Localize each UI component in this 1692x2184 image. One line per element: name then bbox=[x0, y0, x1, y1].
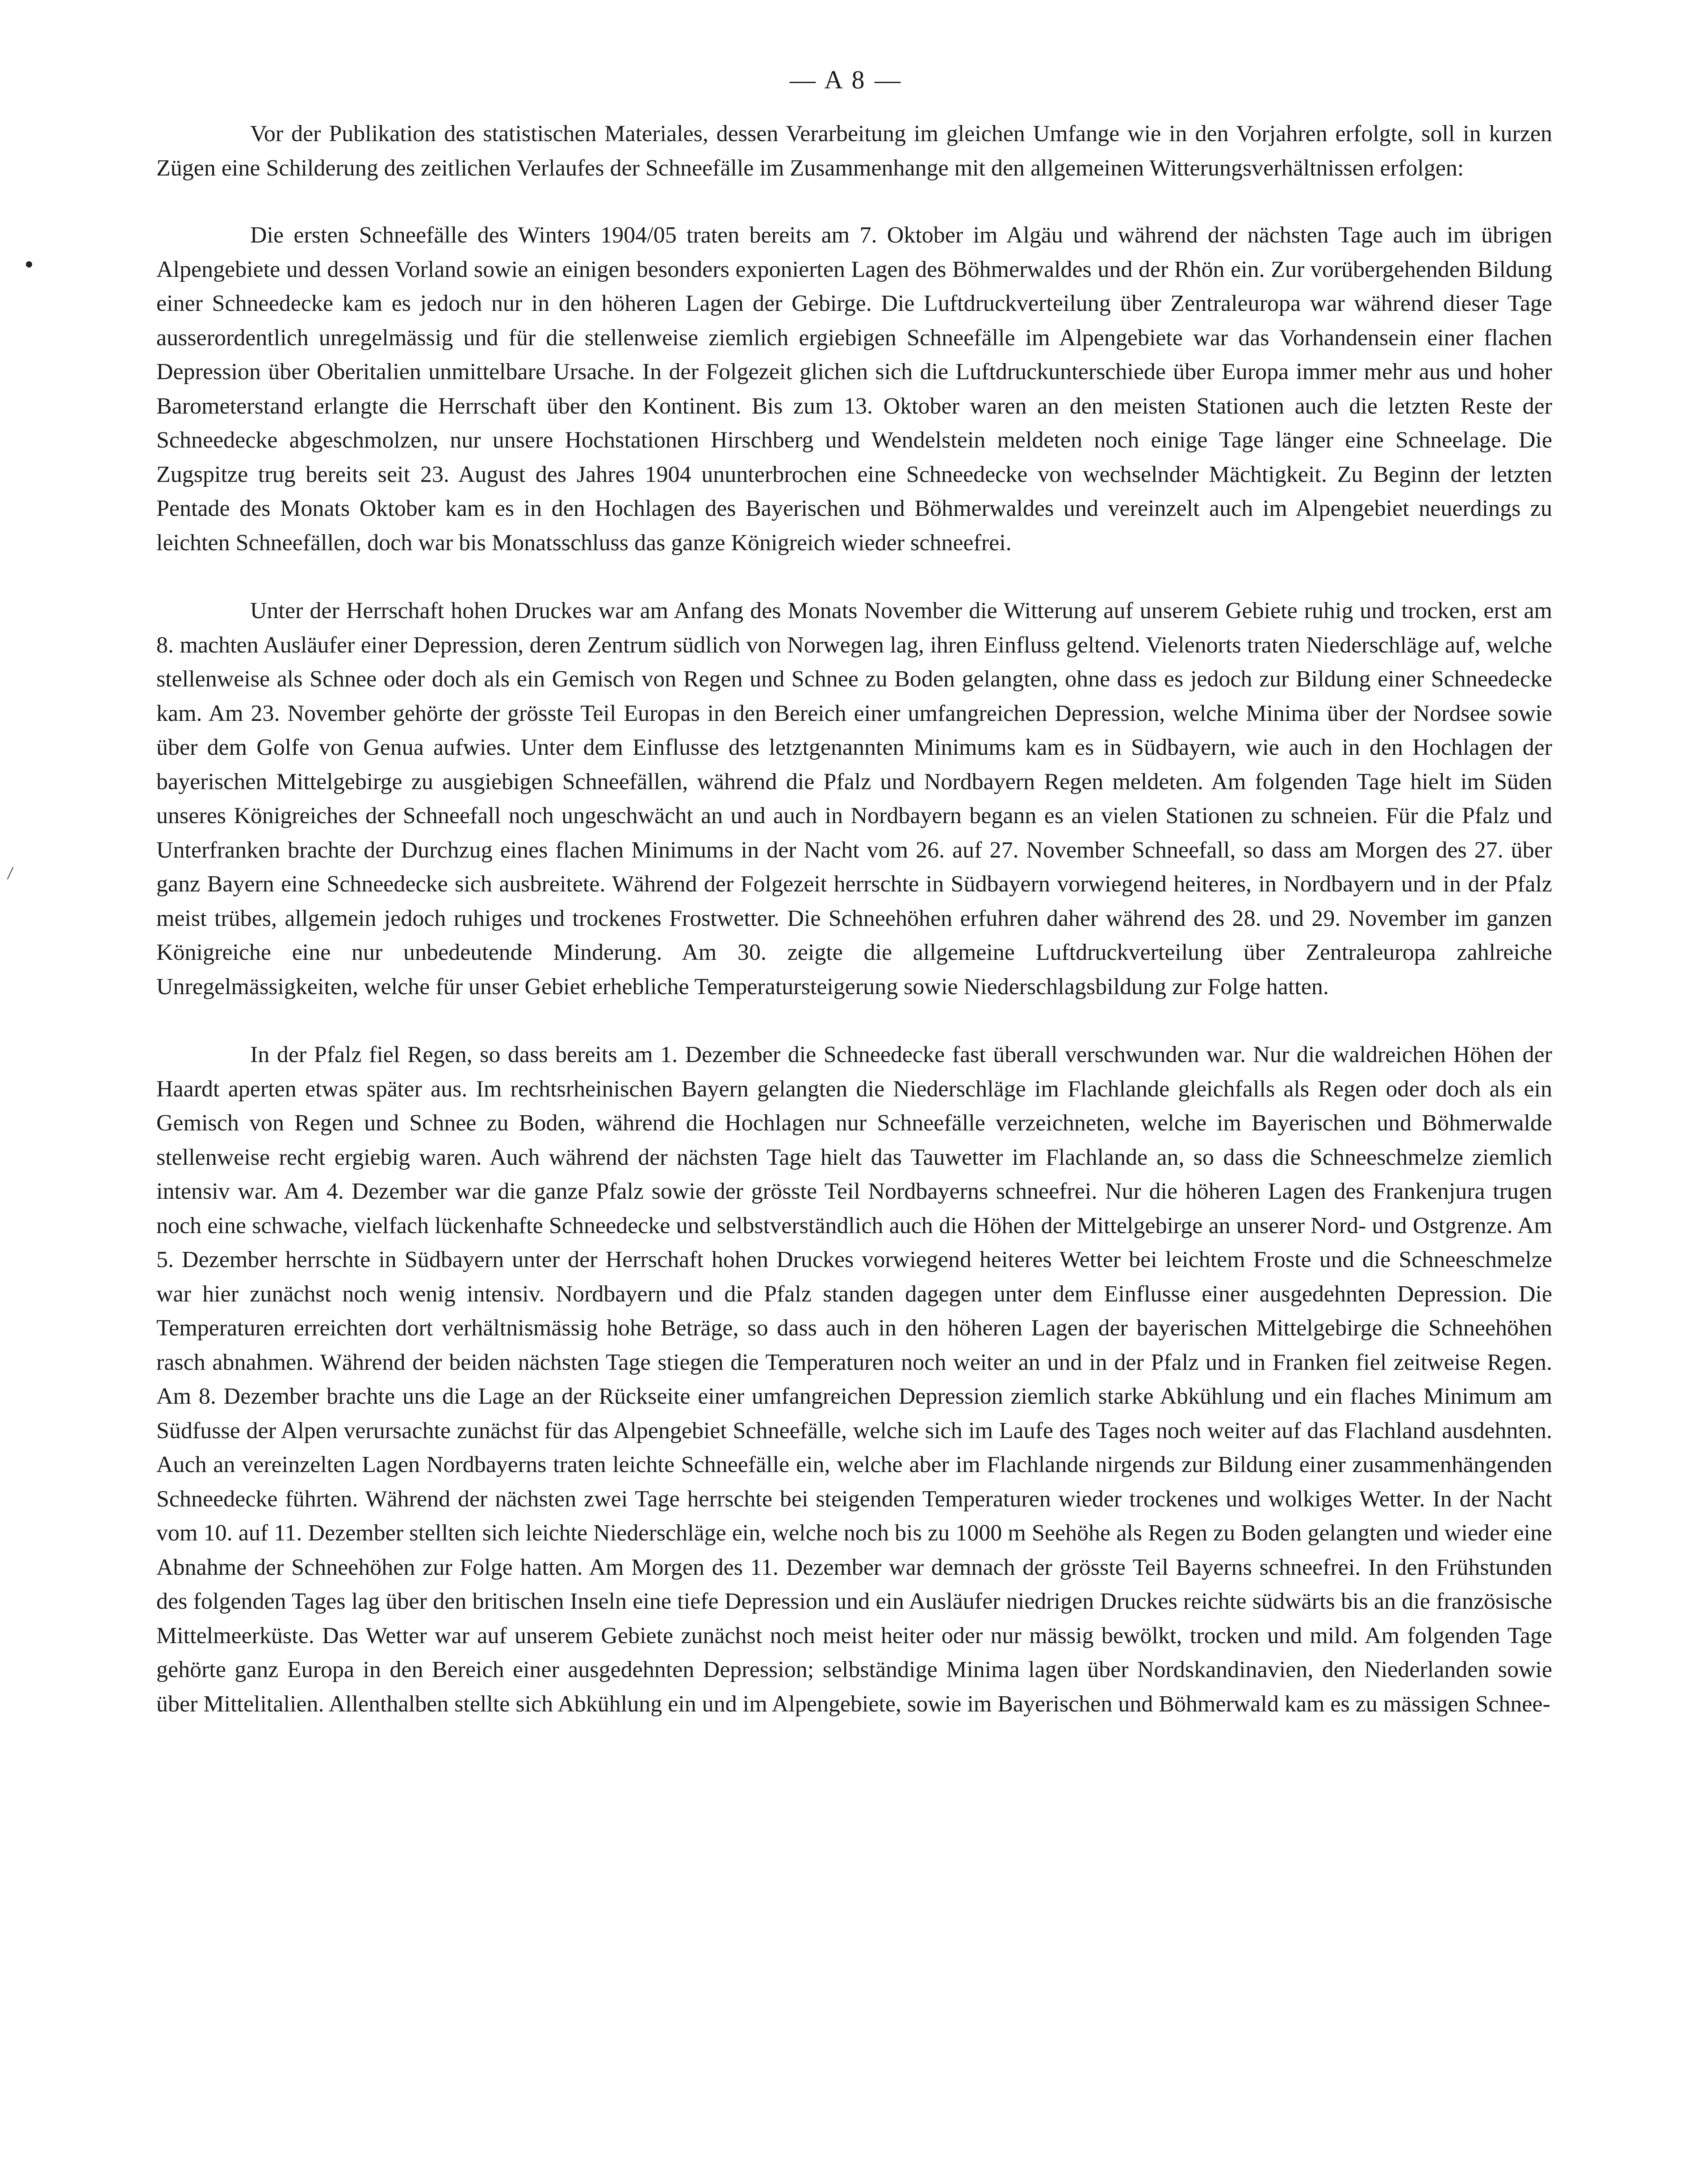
margin-tick bbox=[7, 867, 13, 879]
paragraph-intro: Vor der Publikation des statistischen Materiales, dessen Verarbeitung im gleichen Umfange wie in den Vorjahren erfolgte, soll in kurzen Zügen eine Schilderung des zeitlichen Verlaufes der Schneefälle im Zusammenhange mit den allgemeinen Witterungsverhältnissen erfolgen: bbox=[156, 121, 1552, 181]
page-number-header: — A 8 — bbox=[790, 65, 902, 94]
paragraph-october: Die ersten Schneefälle des Winters 1904/05 traten bereits am 7. Oktober im Algäu und während der nächsten Tage auch im übrigen Alpengebiete und dessen Vorland sowie an einigen besonders exponierten Lagen des Böhmerwaldes und der Rhön ein. Zur vorübergehenden Bildung einer Schneedecke kam es jedoch nur in den höheren Lagen der Gebirge. Die Luftdruckverteilung über Zentraleuropa war während dieser Tage ausserordentlich unregelmässig und für die stellenweise ziemlich ergiebigen Schneefälle im Alpengebiete war das Vorhandensein einer flachen Depression über Oberitalien unmittelbare Ursache. In der Folgezeit glichen sich die Luftdruckunterschiede über Europa immer mehr aus und hoher Barometerstand erlangte die Herrschaft über den Kontinent. Bis zum 13. Oktober waren an den meisten Stationen auch die letzten Reste der Schneedecke abgeschmolzen, nur unsere Hochstationen Hirschberg und Wendelstein meldeten noch einige Tage länger eine Schneelage. Die Zugspitze trug bereits seit 23. August des Jahres 1904 ununterbrochen eine Schneedecke von wechselnder Mächtigkeit. Zu Beginn der letzten Pentade des Monats Oktober kam es in den Hochlagen des Bayerischen und Böhmerwaldes und vereinzelt auch im Alpengebiet neuerdings zu leichten Schneefällen, doch war bis Monatsschluss das ganze Königreich wieder schneefrei. bbox=[156, 222, 1552, 556]
paragraph-december: In der Pfalz fiel Regen, so dass bereits am 1. Dezember die Schneedecke fast überall verschwunden war. Nur die waldreichen Höhen der Haardt aperten etwas später aus. Im rechtsrheinischen Bayern gelangten die Niederschläge im Flachlande gleichfalls als Regen oder doch als ein Gemisch von Regen und Schnee zu Boden, während die Hochlagen nur Schneefälle verzeichneten, welche im Bayerischen und Böhmerwalde stellenweise recht ergiebig waren. Auch während der nächsten Tage hielt das Tauwetter im Flachlande an, so dass die Schneeschmelze ziemlich intensiv war. Am 4. Dezember war die ganze Pfalz sowie der grösste Teil Nordbayerns schneefrei. Nur die höheren Lagen des Frankenjura trugen noch eine schwache, vielfach lückenhafte Schneedecke und selbstverständlich auch die Höhen der Mittelgebirge an unserer Nord- und Ostgrenze. Am 5. Dezember herrschte in Südbayern unter der Herrschaft hohen Druckes vorwiegend heiteres Wetter bei leichtem Froste und die Schneeschmelze war hier zunächst noch wenig intensiv. Nordbayern und die Pfalz standen dagegen unter dem Einflusse einer ausgedehnten Depression. Die Temperaturen erreichten dort verhältnismässig hohe Beträge, so dass auch in den höheren Lagen der bayerischen Mittelgebirge die Schneehöhen rasch abnahmen. Während der beiden nächsten Tage stiegen die Temperaturen noch weiter an und in der Pfalz und in Franken fiel zeitweise Regen. Am 8. Dezember brachte uns die Lage an der Rückseite einer umfangreichen Depression ziemlich starke Abkühlung und ein flaches Minimum am Südfusse der Alpen verursachte zunächst für das Alpengebiet Schneefälle, welche sich im Laufe des Tages noch weiter auf das Flachland ausdehnten. Auch an vereinzelten Lagen Nordbayerns traten leichte Schneefälle ein, welche aber im Flachlande nirgends zur Bildung einer zusammenhängenden Schneedecke führten. Während der nächsten zwei Tage herrschte bei steigenden Temperaturen wieder trockenes und wolkiges Wetter. In der Nacht vom 10. auf 11. Dezember stellten sich leichte Niederschläge ein, welche noch bis zu 1000 m Seehöhe als Regen zu Boden gelangten und wieder eine Abnahme der Schneehöhen zur Folge hatten. Am Morgen des 11. Dezember war demnach der grösste Teil Bayerns schneefrei. In den Frühstunden des folgenden Tages lag über den britischen Inseln eine tiefe Depression und ein Ausläufer niedrigen Druckes reichte südwärts bis an die französische Mittelmeerküste. Das Wetter war auf unserem Gebiete zunächst noch meist heiter oder nur mässig bewölkt, trocken und mild. Am folgenden Tage gehörte ganz Europa in den Bereich einer ausgedehnten Depression; selbständige Minima lagen über Nordskandinavien, den Niederlanden sowie über Mittelitalien. Allenthalben stellte sich Abkühlung ein und im Alpengebiete, sowie im Bayerischen und Böhmerwald kam es zu mässigen Schnee- bbox=[156, 1042, 1552, 1717]
body-text bbox=[156, 117, 1552, 1721]
paragraph-november: Unter der Herrschaft hohen Druckes war am Anfang des Monats November die Witterung auf unserem Gebiete ruhig und trocken, erst am 8. machten Ausläufer einer Depression, deren Zentrum südlich von Norwegen lag, ihren Einfluss geltend. Vielenorts traten Niederschläge auf, welche stellenweise als Schnee oder doch als ein Gemisch von Regen und Schnee zu Boden gelangten, ohne dass es jedoch zur Bildung einer Schneedecke kam. Am 23. November gehörte der grösste Teil Europas in den Bereich einer umfangreichen Depression, welche Minima über der Nordsee sowie über dem Golfe von Genua aufwies. Unter dem Einflusse des letztgenannten Minimums kam es in Südbayern, wie auch in den Hochlagen der bayerischen Mittelgebirge zu ausgiebigen Schneefällen, während die Pfalz und Nordbayern Regen meldeten. Am folgenden Tage hielt im Süden unseres Königreiches der Schneefall noch ungeschwächt an und auch in Nordbayern begann es an vielen Stationen zu schneien. Für die Pfalz und Unterfranken brachte der Durchzug eines flachen Minimums in der Nacht vom 26. auf 27. November Schneefall, so dass am Morgen des 27. über ganz Bayern eine Schneedecke sich ausbreitete. Während der Folgezeit herrschte in Südbayern vorwiegend heiteres, in Nordbayern und in der Pfalz meist trübes, allgemein jedoch ruhiges und trockenes Frostwetter. Die Schneehöhen erfuhren daher während des 28. und 29. November im ganzen Königreiche eine nur unbedeutende Minderung. Am 30. zeigte die allgemeine Luftdruckverteilung über Zentraleuropa zahlreiche Unregelmässigkeiten, welche für unser Gebiet erhebliche Temperatursteigerung sowie Niederschlagsbildung zur Folge hatten. bbox=[156, 598, 1552, 1000]
margin-dot bbox=[26, 261, 32, 268]
